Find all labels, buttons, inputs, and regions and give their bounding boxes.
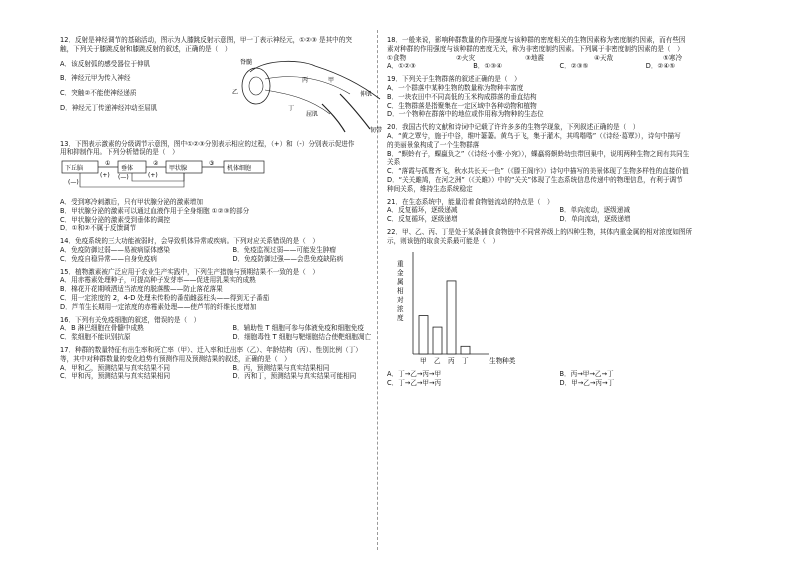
question-18 (387, 36, 732, 71)
label-flexor: 屈肌 (306, 110, 319, 118)
left-column (60, 36, 405, 385)
q20-line-3: B．“螟蛉有子，蜾蠃负之”（《诗经·小雅·小宛》），蜾蠃将螟蛉幼虫带回巢中，说明两种生物之间有共同生 (387, 149, 690, 158)
q20-line-5: C．“落霞与孤鹜齐飞，秋水共长天一色”（《滕王阁序》）诗句中描写的美景体现了生物多样性的直接价值 (387, 167, 689, 176)
box-hypothalamus: 下丘脑 (65, 165, 84, 173)
q14-option-d: D．免疫防御过强——会患免疫缺陷病 (232, 254, 344, 263)
step-1: ① (105, 160, 111, 168)
q18-choice-3: ③地震 (525, 53, 545, 62)
hormone-regulation-diagram (60, 157, 290, 195)
q17-option-b: B．丙，预测结果与真实结果相同 (232, 363, 330, 372)
q16-option-b: B．辅助性 T 细胞可参与体液免疫和细胞免疫 (232, 324, 364, 333)
question-14 (60, 237, 405, 263)
q17-option-c: C．甲和丙，预测结果与真实结果相同 (60, 372, 171, 381)
question-15 (60, 268, 405, 312)
question-20 (387, 123, 732, 193)
q21-option-b: B．单向流动，逐级递减 (559, 206, 630, 215)
bar-3 (447, 280, 456, 353)
q22-option-a: A．丁→乙→丙→甲 (387, 370, 442, 379)
q18-choice-5: ⑤寒冷 (663, 53, 683, 62)
x-tick-label-3: 丙 (448, 356, 455, 365)
question-12 (60, 36, 405, 136)
knee-reflex-diagram (210, 54, 390, 136)
bar-2 (433, 327, 442, 354)
q18-option-c: C．②③⑤ (559, 62, 589, 71)
q12-option-b: B．神经元甲为传入神经 (60, 74, 131, 83)
sign-minus-1: (—) (68, 179, 79, 187)
sign-minus-2: (—) (118, 174, 129, 182)
question-17 (60, 346, 405, 381)
y-label-char-6: 浓 (397, 304, 404, 313)
q14-stem: 14．免疫系统的三大功能被弱时，会导致机体异常或疾病。下列对应关系错误的是（ ） (60, 237, 319, 246)
x-tick-label-1: 甲 (420, 356, 427, 365)
y-label-char-2: 金 (397, 268, 404, 277)
box-body-cells: 机体细胞 (227, 165, 252, 173)
q16-option-a: A．B 淋巴细胞在骨髓中成熟 (60, 324, 144, 333)
q17-stem-line1: 17．种群的数量特征有出生率和死亡率（甲）、迁入率和迁出率（乙）、年龄结构（丙）、性别比例（丁） (60, 345, 362, 354)
y-axis-label (397, 259, 404, 322)
q16-option-c: C．浆细胞不能识别抗原 (60, 333, 131, 342)
heavy-metal-bar-chart (391, 246, 591, 368)
q19-stem: 19．下列关于生物群落的叙述正确的是（ ） (387, 75, 521, 84)
q18-choice-2: ②火灾 (456, 53, 476, 62)
q15-option-c: C．用一定浓度的 2，4-D 处理未传粉的番茄雌蕊柱头——得到无子番茄 (60, 293, 270, 302)
q20-line-6: D．“关关雎鸠，在河之洲”（《关雎》）中的“关关”体现了生态系统信息传递中的物理信息，有利于调节 (387, 175, 683, 184)
q18-option-b: B．①③④ (473, 62, 503, 71)
q15-stem: 15．植物激素被广泛应用于农业生产实践中，下列生产措施与预期结果不一致的是（ ） (60, 267, 319, 276)
label-ligament: 韧带 (370, 126, 383, 134)
label-extensor: 伸肌 (360, 90, 373, 98)
y-label-char-7: 度 (397, 313, 404, 322)
step-3: ③ (209, 160, 215, 168)
y-label-char-5: 对 (397, 295, 404, 304)
label-spinal-cord: 脊髓 (240, 58, 253, 66)
q18-stem-line2: 素对种群的作用强度与该种群的密度无关，称为非密度制约因素。下列属于非密度制约因素的是（ ） (387, 44, 684, 53)
question-16 (60, 316, 405, 342)
question-13 (60, 140, 405, 234)
q22-option-c: C．丁→乙→甲→丙 (387, 379, 442, 388)
q15-option-b: B．棉花开花期喷洒适当浓度的脱落酸——防止落花落果 (60, 285, 223, 294)
q17-stem-line2: 等，其中对种群数量的变化趋势有预测作用及预测结果的叙述，正确的是（ ） (60, 354, 291, 363)
q14-option-a: A．免疫防御过弱——易被病原体感染 (60, 245, 171, 254)
q18-choice-4: ④天敌 (594, 53, 614, 62)
q20-line-4: 关系 (387, 158, 401, 167)
q13-stem-line1: 13．下图表示激素的分级调节示意图，图中①②③分别表示相应的过程，（+）和（-）分别表示促进作 (60, 139, 355, 148)
q22-stem-line2: 示，则该链的取食关系最可能是（ ） (387, 236, 500, 245)
q15-option-d: D．芦苇生长期用一定浓度的赤霉素处理——使芦苇的纤维长度增加 (60, 302, 257, 311)
q20-line-1: A．“黄之覃兮，施于中谷，维叶萋萋。黄鸟于飞，集于灌木，其鸣喈喈”（《诗经·葛覃》），诗句中描写 (387, 131, 681, 140)
q14-option-c: C．免疫自稳异常——自身免疫病 (60, 254, 157, 263)
q20-line-7: 种间关系，维持生态系统稳定 (387, 184, 473, 193)
sign-plus-1: (+) (100, 172, 110, 180)
q21-option-c: C．反复循环，逐级递增 (387, 215, 458, 224)
q12-stem-line2: 触，下列关于膝跳反射和膝跳反射的叙述，正确的是（ ） (60, 44, 232, 53)
box-thyroid: 甲状腺 (169, 165, 188, 173)
q19-option-b: B．一块农田中不同高低的玉米构成群落的垂直结构 (387, 92, 537, 101)
x-axis-label: 生物种类 (489, 356, 516, 365)
label-yi: 乙 (232, 88, 239, 96)
question-22 (387, 228, 732, 388)
q20-line-2: 的美丽景象构成了一个生物群落 (387, 140, 480, 149)
q21-option-d: D．单向流动，逐级递增 (559, 215, 631, 224)
q18-choice-1: ①食物 (387, 53, 407, 62)
q19-option-c: C．生物群落是指聚集在一定区域中各种动物和植物 (387, 101, 537, 110)
q13-stem-line2: 用和抑制作用。下列分析错误的是（ ） (60, 148, 179, 157)
box-pituitary: 垂体 (121, 165, 134, 173)
q21-stem: 21．在生态系统中，能量沿着食物链流动的特点是（ ） (387, 197, 554, 206)
q12-option-a: A．该反射弧的感受器位于伸肌 (60, 59, 151, 68)
q18-option-a: A．①②③ (387, 62, 416, 71)
q19-option-d: D．一个物种在群落中的地位或作用称为物种的生态位 (387, 110, 544, 119)
q13-option-d: D．①和②不属于反馈调节 (60, 224, 137, 233)
q16-stem: 16．下列有关免疫细胞的叙述，错误的是（ ） (60, 315, 201, 324)
bar-4 (461, 346, 470, 354)
x-tick-label-2: 乙 (434, 356, 441, 365)
right-column (387, 36, 732, 392)
q12-option-c: C．突触②不能使神经递质 (60, 89, 137, 98)
q22-stem-line1: 22．甲、乙、丙、丁是处于某条捕食食物链中不同营养级上的四种生物，其体内重金属的相对浓度如图所 (387, 227, 693, 236)
q18-stem-line1: 18．一般来说，影响种群数量的作用强度与该种群的密度相关的生物因素称为密度制约因素，而有些因 (387, 36, 686, 44)
q13-option-c: C．甲状腺分泌的激素受到垂体的调控 (60, 215, 171, 224)
q17-option-d: D．丙和丁，预测结果与真实结果可能相同 (232, 372, 357, 381)
question-19 (387, 75, 732, 119)
q22-option-b: B．丙→甲→乙→丁 (559, 370, 614, 379)
label-jia: 甲 (328, 76, 335, 84)
q19-option-a: A．一个群落中某种生物的数量称为物种丰富度 (387, 83, 524, 92)
question-21 (387, 198, 732, 224)
q21-option-a: A．反复循环，逐级递减 (387, 206, 458, 215)
q16-option-d: D．细胞毒性 T 细胞与靶细胞结合使靶细胞凋亡 (232, 333, 372, 342)
y-label-char-3: 属 (397, 277, 404, 286)
q14-option-b: B．免疫监视过弱——可能发生肿瘤 (232, 245, 336, 254)
y-label-char-1: 重 (397, 259, 404, 268)
q17-option-a: A．甲和乙，预测结果与真实结果不同 (60, 363, 171, 372)
sign-plus-2: (+) (148, 172, 158, 180)
q18-option-d: D．②④⑤ (645, 62, 676, 71)
x-tick-label-4: 丁 (462, 356, 469, 365)
label-ding: 丁 (288, 104, 295, 112)
step-2: ② (153, 160, 159, 168)
q22-option-d: D．甲→乙→丙→丁 (559, 379, 615, 388)
q15-option-a: A．用赤霉素处理种子，可提高种子发芽率——促进用乳果实的成熟 (60, 276, 256, 285)
q12-stem-line1: 12．反射是神经调节的基础活动，图示为人膝跳反射示意图，甲一丁表示神经元，①②③ 是其中的突 (60, 36, 352, 44)
label-bing: 丙 (302, 76, 309, 84)
bar-1 (419, 315, 428, 353)
y-label-char-4: 相 (397, 286, 404, 295)
q13-option-b: B．甲状腺分泌的激素可以通过血液作用于全身细胞 ①②③的部分 (60, 206, 250, 215)
q20-stem: 20．我国古代的文献和诗词中记载了许许多多的生物学现象，下列叙述正确的是（ ） (387, 123, 640, 132)
q12-option-d: D．神经元丁传递神经冲动至屈肌 (60, 103, 158, 112)
q13-option-a: A．受到寒冷刺激后，只有甲状腺分泌的激素增加 (60, 197, 203, 206)
